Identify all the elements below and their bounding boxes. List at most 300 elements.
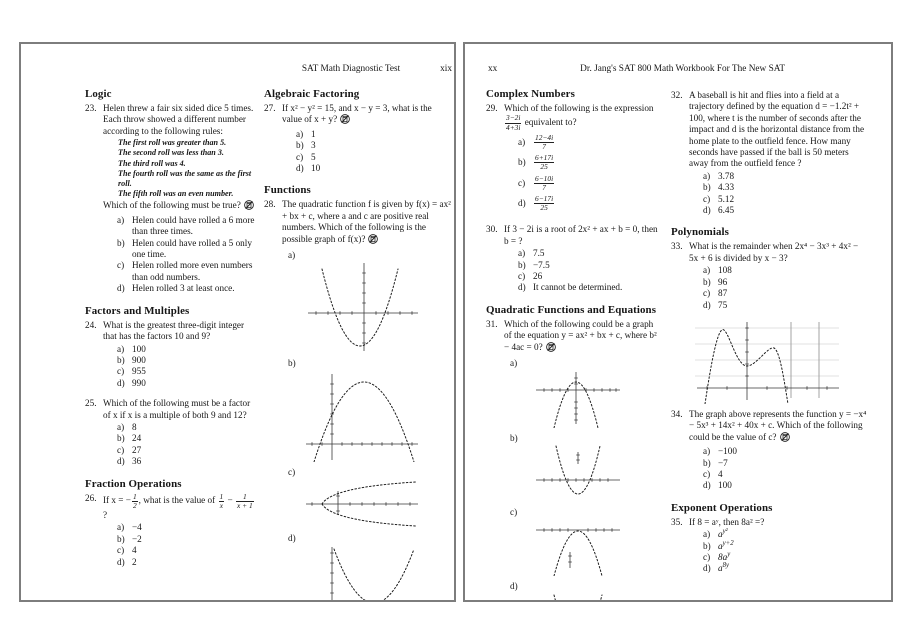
choice-label: b) [296, 140, 304, 151]
choice-text: −2 [132, 533, 142, 544]
choice [117, 456, 257, 467]
choice [117, 522, 257, 533]
question-text-segment: ? [103, 509, 108, 520]
choice [518, 260, 661, 271]
choice [518, 175, 661, 192]
fraction-denominator: x [219, 500, 223, 510]
header-title: SAT Math Diagnostic Test [301, 64, 401, 74]
choice [703, 265, 867, 276]
choice-text: 96 [718, 276, 728, 287]
question [264, 103, 452, 174]
graph-parabola-up-dipping-below-axis [510, 444, 661, 502]
choice-text: 1 [311, 128, 316, 139]
question-text [103, 491, 255, 520]
choice-list [103, 422, 257, 468]
choice [518, 248, 661, 259]
choice-text: −4 [132, 522, 142, 533]
fraction [131, 493, 139, 510]
choice-text: 2 [132, 556, 137, 567]
choice [296, 163, 452, 174]
fraction [533, 175, 555, 192]
question-number: 34. [671, 408, 683, 419]
choice-label: c) [117, 366, 125, 377]
choice-label: d) [117, 283, 125, 294]
choice [703, 288, 867, 299]
question [671, 517, 867, 575]
choice-label: c) [703, 288, 711, 299]
choice-text: −7.5 [533, 259, 550, 270]
choice-label: a) [117, 214, 125, 225]
choice-label: b) [117, 237, 125, 248]
fraction-numerator: 1 [236, 493, 254, 502]
choice-base: a [718, 540, 723, 551]
choice-text: 900 [132, 354, 146, 365]
choice [296, 152, 452, 163]
question-text: What is the greatest three-digit integer that has the factors 10 and 9? [103, 319, 245, 342]
answer-graph-block [510, 433, 661, 502]
question [85, 103, 257, 295]
choice-label: a) [117, 522, 125, 533]
choice [296, 129, 452, 140]
choice-text: 6.45 [718, 205, 735, 216]
fraction-numerator: 6−10i [535, 173, 554, 183]
question-number: 24. [85, 319, 97, 330]
choice [518, 282, 661, 293]
answer-graph-block [288, 533, 452, 602]
fraction-denominator: x + 1 [237, 500, 253, 510]
choice-label: a) [703, 529, 711, 540]
question-body [504, 224, 661, 293]
answer-graph-block [679, 320, 867, 404]
question-text-segment: If x = − [103, 494, 131, 505]
question-number: 35. [671, 516, 683, 527]
choice-label: d) [703, 480, 711, 491]
section [671, 502, 867, 575]
question-body [103, 493, 257, 568]
answer-graph-block [288, 467, 452, 528]
section [671, 90, 867, 216]
graph-label: c) [510, 506, 518, 517]
question-body [282, 103, 452, 174]
question-number: 30. [486, 224, 498, 235]
choice-label: d) [117, 556, 125, 567]
choice-label: d) [703, 299, 711, 310]
question-text: If 8 = aʸ, then 8a² =? [689, 516, 765, 527]
choice [703, 194, 867, 205]
question-body [689, 517, 867, 575]
no-calculator-icon [780, 432, 790, 445]
choice [117, 355, 257, 366]
choice-text: 24 [132, 433, 142, 444]
fraction-numerator: 6+17i [535, 153, 554, 163]
choice-text: 955 [132, 366, 146, 377]
choice [703, 480, 867, 491]
section [85, 305, 257, 468]
choice-label: d) [518, 282, 526, 293]
graph-parabola-up-vertex-below-axis [288, 261, 452, 353]
section [486, 88, 661, 294]
question-body [689, 409, 867, 492]
choice-superscript: y+2 [722, 539, 734, 547]
choice [117, 378, 257, 389]
choice-text: 36 [132, 456, 142, 467]
choice-list [504, 134, 661, 213]
choice-label: a) [703, 170, 711, 181]
choice-label: d) [518, 198, 526, 209]
choice [518, 154, 661, 171]
question [486, 224, 661, 293]
graph-label: c) [288, 466, 296, 477]
column-right [671, 88, 867, 585]
choice-label: a) [117, 343, 125, 354]
choice [703, 446, 867, 457]
choice-list [689, 171, 867, 217]
choice-list [103, 522, 257, 568]
question-body [504, 319, 661, 602]
choice-text [718, 552, 867, 563]
choice-text: 3.78 [718, 170, 735, 181]
question-rules [118, 138, 257, 199]
choice [117, 238, 257, 261]
graph-label: a) [510, 358, 518, 369]
section [264, 88, 452, 174]
choice-list [689, 446, 867, 492]
graph-label: d) [510, 581, 518, 592]
choice [703, 277, 867, 288]
graph-parabola-down-vertex-above-axis [288, 370, 452, 462]
choice-label: c) [117, 260, 125, 271]
choice-text: 3 [311, 140, 316, 151]
question-body [103, 398, 257, 467]
header-title: Dr. Jang's SAT 800 Math Workbook For The New SAT [580, 64, 786, 74]
choice-text: 4 [718, 468, 723, 479]
graph-label: d) [288, 533, 296, 544]
fraction-numerator: 3−2i [506, 113, 521, 123]
answer-graph-block [288, 358, 452, 461]
question-number: 32. [671, 90, 683, 100]
graph-parabola-down-tangent-axis [510, 518, 661, 576]
question-number: 31. [486, 318, 498, 329]
page-header [488, 64, 868, 75]
choice-text: 26 [533, 271, 543, 282]
graph-parabola-up-tangent-axis [510, 593, 661, 602]
section [671, 226, 867, 491]
choice-label: c) [117, 545, 125, 556]
choice [518, 134, 661, 151]
question-text-segment: , what is the value of [138, 494, 218, 505]
choice [703, 182, 867, 193]
section-heading: Logic [85, 88, 112, 100]
choice [117, 545, 257, 556]
question-number: 25. [85, 398, 97, 409]
question [264, 199, 452, 602]
question-text [103, 200, 257, 213]
section-heading: Algebraic Factoring [264, 88, 360, 100]
section-heading: Quadratic Functions and Equations [486, 303, 657, 316]
question-number: 27. [264, 103, 276, 113]
choice-list [689, 265, 867, 311]
choice-base: a [718, 563, 723, 574]
choice [117, 260, 257, 283]
choice-text: Helen rolled 3 at least once. [132, 283, 235, 294]
page-content [85, 88, 452, 602]
graph-parabola-down-crossing-axis [510, 370, 661, 428]
fraction-numerator: 1 [132, 491, 137, 501]
choice-list [103, 344, 257, 390]
choice-text [718, 563, 867, 574]
question-number: 33. [671, 241, 683, 252]
question [671, 409, 867, 492]
rule-line: The second roll was less than 3. [118, 148, 224, 158]
fraction-denominator: 7 [542, 182, 546, 192]
choice-label: a) [518, 136, 526, 147]
section [486, 304, 661, 602]
choice-superscript: 8y [722, 562, 730, 570]
choice-text: 4 [132, 545, 137, 556]
choice-superscript: y [727, 550, 731, 558]
question-body [504, 103, 661, 215]
header-page-number: xix [440, 64, 452, 74]
choice-label: c) [117, 444, 125, 455]
choice-text: −100 [718, 446, 737, 457]
choice-label: c) [703, 468, 711, 479]
choice-text [533, 195, 661, 212]
choice-label: d) [117, 456, 125, 467]
choice [117, 433, 257, 444]
choice-text: 108 [718, 265, 732, 276]
choice [117, 344, 257, 355]
choice-label: b) [117, 433, 125, 444]
choice-label: b) [703, 276, 711, 287]
choice [703, 469, 867, 480]
choice-label: d) [703, 563, 711, 574]
section [264, 184, 452, 602]
choice-text: 5 [311, 151, 316, 162]
choice-label: d) [296, 163, 304, 174]
choice-label: c) [296, 151, 304, 162]
question [85, 493, 257, 568]
choice-label: c) [518, 177, 526, 188]
question-text-segment: Which of the following must be true? [103, 200, 241, 211]
question-body [689, 241, 867, 310]
question-text-segment: equivalent to? [522, 116, 577, 127]
choice-list [103, 215, 257, 295]
question [85, 398, 257, 467]
question-body [103, 320, 257, 389]
graph-label: a) [288, 250, 296, 261]
fraction [533, 154, 555, 171]
choice [703, 171, 867, 182]
choice-base: a [718, 529, 723, 540]
fraction [533, 134, 555, 151]
choice [117, 366, 257, 377]
question-text: Which of the following could be a graph of the equation y = ax² + bx + c, where b² − 4ac = 0? [504, 319, 657, 352]
choice [703, 458, 867, 469]
section [85, 88, 257, 295]
question-number: 23. [85, 103, 97, 113]
column-left [85, 88, 257, 578]
choice-text [533, 134, 661, 151]
choice [703, 205, 867, 216]
section-heading: Exponent Operations [671, 501, 773, 514]
choice-text [718, 529, 867, 540]
question-text [504, 103, 654, 132]
choice-superscript: y² [722, 528, 728, 536]
graph-quartic-two-peaks-grid [679, 320, 867, 404]
choice-label: a) [518, 248, 526, 259]
section-heading: Fraction Operations [85, 477, 182, 490]
no-calculator-icon [546, 342, 556, 355]
fraction-denominator: 2 [132, 500, 137, 510]
fraction [504, 114, 522, 131]
question-text: The quadratic function f is given by f(x) = ax² + bx + c, where a and c are positive real numbers. Which of the following is the possible graph of f(x)? [282, 199, 451, 243]
rule-line: The fourth roll was the same as the first roll. [118, 168, 252, 189]
fraction-numerator: 6−17i [535, 194, 554, 204]
choice-text: 100 [132, 343, 146, 354]
page-right [463, 42, 893, 602]
choice-base: 8a [718, 551, 728, 562]
choice [703, 563, 867, 574]
question [85, 320, 257, 389]
page-header [262, 64, 452, 75]
question [486, 103, 661, 215]
answer-graph-block [510, 358, 661, 427]
choice-text: Helen could have rolled a 5 only one time. [132, 237, 252, 260]
column-left [486, 88, 661, 602]
graph-label: b) [288, 358, 296, 369]
choice-text: Helen rolled more even numbers than odd numbers. [132, 260, 253, 282]
choice-text [718, 541, 867, 552]
choice-text [533, 175, 661, 192]
question-body [689, 90, 867, 216]
fraction-numerator: 12−4i [535, 132, 554, 142]
graph-label: b) [510, 432, 518, 443]
choice-label: b) [703, 182, 711, 193]
question [671, 241, 867, 310]
graph-parabola-opening-right [288, 478, 452, 528]
choice [117, 215, 257, 238]
choice [296, 140, 452, 151]
choice-text: Helen could have rolled a 6 more than three times. [132, 214, 255, 237]
fraction [235, 493, 255, 510]
page-content [486, 88, 867, 602]
choice-label: b) [703, 457, 711, 468]
choice-text: 7.5 [533, 248, 545, 259]
answer-graph-block [510, 507, 661, 576]
choice [518, 195, 661, 212]
choice [518, 271, 661, 282]
choice [117, 534, 257, 545]
choice-label: b) [703, 540, 711, 551]
fraction-denominator: 4+3i [506, 122, 521, 132]
column-right [264, 88, 452, 602]
fraction-denominator: 25 [540, 162, 548, 172]
header-page-number: xx [488, 64, 498, 74]
section-heading: Complex Numbers [486, 88, 575, 100]
choice-list [282, 129, 452, 175]
choice-text: 87 [718, 288, 728, 299]
section-heading: Polynomials [671, 226, 729, 239]
section [85, 478, 257, 568]
question-number: 28. [264, 199, 276, 210]
choice-label: a) [117, 421, 125, 432]
no-calculator-icon [244, 200, 254, 213]
question-text: A baseball is hit and flies into a field at a trajectory defined by the equation d = −1.2t² + 100, where t is the number of seconds after the impact and d is the horizontal distance from the home plate to the outfield fence. How many seconds have passed if the ball is 50 meters away from the outfield fence ? [689, 90, 865, 169]
choice-text: 10 [311, 163, 321, 174]
page-left [19, 42, 456, 602]
choice [117, 445, 257, 456]
choice [117, 283, 257, 294]
choice-text: 100 [718, 480, 732, 491]
graph-parabola-up-above-axis [288, 545, 452, 602]
rule-line: The first roll was greater than 5. [118, 138, 227, 148]
choice [117, 557, 257, 568]
choice-text: −7 [718, 457, 728, 468]
question-text: Which of the following must be a factor of x if x is a multiple of both 9 and 12? [103, 398, 251, 420]
question [671, 90, 867, 216]
choice-text: It cannot be determined. [533, 282, 623, 293]
choice-label: b) [117, 354, 125, 365]
choice [117, 422, 257, 433]
choice-label: b) [518, 259, 526, 270]
question-body [282, 199, 452, 602]
answer-graph-block [510, 581, 661, 602]
choice-list [504, 248, 661, 294]
fraction [533, 195, 555, 212]
choice-label: d) [703, 205, 711, 216]
choice-label: b) [117, 533, 125, 544]
question-text-segment: Which of the following is the expression [504, 103, 654, 113]
choice-text: 75 [718, 299, 728, 310]
question-text-segment: − [225, 494, 235, 505]
question-text: The graph above represents the function y = −x⁴ − 5x³ + 14x² + 40x + c. Which of the following could be the value of c? [689, 409, 866, 442]
question [486, 319, 661, 602]
section-heading: Factors and Multiples [85, 304, 190, 317]
choice [703, 300, 867, 311]
choice-text: 5.12 [718, 193, 735, 204]
choice-text: 27 [132, 444, 142, 455]
fraction-denominator: 25 [540, 203, 548, 213]
choice-label: a) [703, 265, 711, 276]
no-calculator-icon [368, 234, 378, 247]
choice-label: c) [703, 193, 711, 204]
fraction-denominator: 7 [542, 142, 546, 152]
rule-line: The fifth roll was an even number. [118, 189, 234, 199]
choice-text: 990 [132, 377, 146, 388]
fraction-numerator: 1 [219, 491, 224, 501]
choice-text: 4.33 [718, 182, 735, 193]
choice-label: a) [296, 128, 304, 139]
question-text: Helen threw a fair six sided dice 5 times. Each throw showed a different number according to the following rules: [103, 103, 254, 136]
choice-text [533, 154, 661, 171]
question-number: 26. [85, 492, 97, 503]
rule-line: The third roll was 4. [118, 158, 186, 168]
choice-label: c) [518, 271, 526, 282]
choice-text: 8 [132, 421, 137, 432]
question-text: What is the remainder when 2x⁴ − 3x³ + 4x² − 5x + 6 is divided by x − 3? [689, 241, 859, 263]
question-body [103, 103, 257, 295]
choice-label: d) [117, 377, 125, 388]
choice-list [689, 529, 867, 575]
choice-label: a) [703, 446, 711, 457]
question-text: If 3 − 2i is a root of 2x² + ax + b = 0, then b = ? [504, 224, 658, 246]
choice-label: c) [703, 551, 711, 562]
choice-label: b) [518, 157, 526, 168]
question-number: 29. [486, 103, 498, 113]
answer-graph-block [288, 250, 452, 353]
section-heading: Functions [264, 184, 311, 197]
question-text: If x² − y² = 15, and x − y = 3, what is the value of x + y? [282, 103, 432, 124]
